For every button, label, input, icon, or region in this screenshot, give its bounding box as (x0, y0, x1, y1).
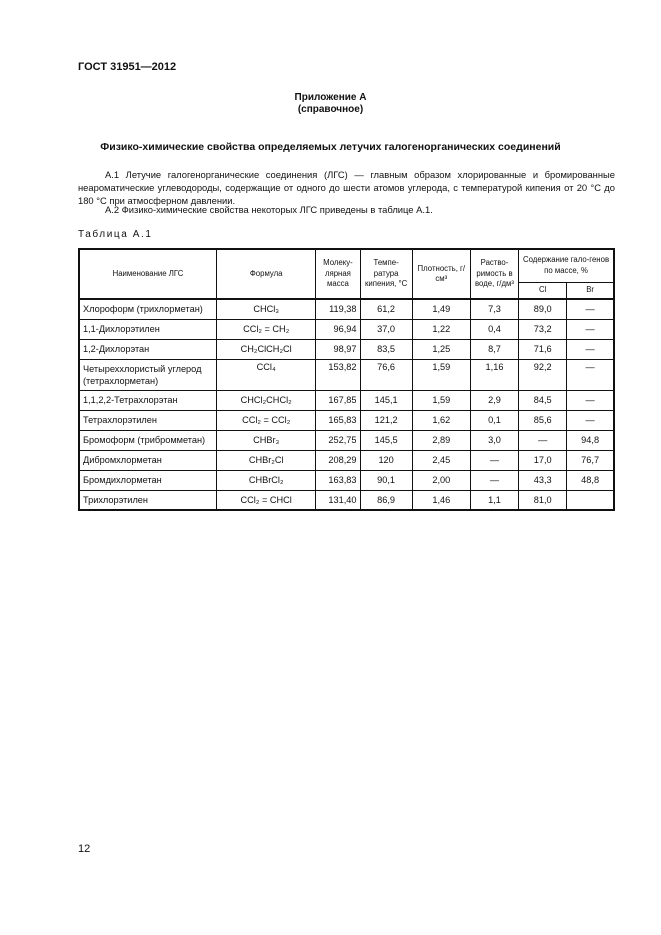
cell-formula: CHBr₂Cl (217, 450, 316, 470)
cell-molecular-mass: 119,38 (316, 299, 360, 319)
cell-solubility: 0,1 (470, 410, 518, 430)
cell-molecular-mass: 252,75 (316, 430, 360, 450)
cell-name: 1,2-Дихлорэтан (79, 339, 217, 359)
table-body (79, 299, 614, 510)
cell-cl: 81,0 (519, 490, 567, 510)
cell-boiling-temp: 90,1 (360, 470, 412, 490)
header-br: Br (567, 282, 614, 299)
cell-boiling-temp: 86,9 (360, 490, 412, 510)
cell-br: — (567, 390, 614, 410)
cell-cl: 89,0 (519, 299, 567, 319)
header-molecular-mass: Молеку-лярная масса (316, 249, 360, 299)
cell-solubility: 1,1 (470, 490, 518, 510)
cell-molecular-mass: 98,97 (316, 339, 360, 359)
cell-formula: CHBrCl₂ (217, 470, 316, 490)
cell-cl: 84,5 (519, 390, 567, 410)
cell-boiling-temp: 61,2 (360, 299, 412, 319)
cell-density: 2,89 (412, 430, 470, 450)
cell-density: 1,22 (412, 319, 470, 339)
table-row (79, 490, 614, 510)
cell-density: 2,45 (412, 450, 470, 470)
cell-solubility: 0,4 (470, 319, 518, 339)
header-boiling-temp: Темпе-ратура кипения, °С (360, 249, 412, 299)
cell-br: 94,8 (567, 430, 614, 450)
cell-name: 1,1-Дихлорэтилен (79, 319, 217, 339)
table-row (79, 299, 614, 319)
table-caption: Таблица А.1 (78, 229, 153, 240)
cell-density: 2,00 (412, 470, 470, 490)
cell-solubility: 8,7 (470, 339, 518, 359)
cell-solubility: — (470, 470, 518, 490)
appendix-subtitle: (справочное) (297, 104, 364, 115)
cell-boiling-temp: 76,6 (360, 359, 412, 390)
cell-boiling-temp: 145,1 (360, 390, 412, 410)
cell-molecular-mass: 167,85 (316, 390, 360, 410)
cell-formula: CH₂ClCH₂Cl (217, 339, 316, 359)
cell-br (567, 490, 614, 510)
cell-name: Дибромхлорметан (79, 450, 217, 470)
cell-boiling-temp: 120 (360, 450, 412, 470)
header-density: Плотность, г/см³ (412, 249, 470, 299)
cell-cl: 92,2 (519, 359, 567, 390)
table-row (79, 410, 614, 430)
cell-density: 1,59 (412, 359, 470, 390)
cell-cl: 85,6 (519, 410, 567, 430)
cell-formula: CHCl₂CHCl₂ (217, 390, 316, 410)
header-halogen-content: Содержание гало-генов по массе, % (519, 249, 614, 282)
cell-cl: 17,0 (519, 450, 567, 470)
document-code: ГОСТ 31951—2012 (78, 61, 177, 73)
cell-formula: CCl₄ (217, 359, 316, 390)
table-header (79, 249, 614, 299)
cell-br: — (567, 299, 614, 319)
cell-name: Бромоформ (трибромметан) (79, 430, 217, 450)
table-row (79, 359, 614, 390)
header-formula: Формула (217, 249, 316, 299)
cell-formula: CCl₂ = CHCl (217, 490, 316, 510)
cell-name: Хлороформ (трихлорметан) (79, 299, 217, 319)
appendix-title: Приложение А (294, 92, 367, 103)
header-name: Наименование ЛГС (79, 249, 217, 299)
cell-name: 1,1,2,2-Тетрахлорэтан (79, 390, 217, 410)
cell-density: 1,59 (412, 390, 470, 410)
section-title: Физико-химические свойства определяемых летучих галогенорганических соединений (100, 141, 561, 153)
cell-molecular-mass: 153,82 (316, 359, 360, 390)
table-row (79, 319, 614, 339)
table-row (79, 450, 614, 470)
cell-cl: 71,6 (519, 339, 567, 359)
cell-cl: 43,3 (519, 470, 567, 490)
paragraph-a1: А.1 Летучие галогенорганические соединения (ЛГС) — главным образом хлорированные и бромированные неароматические углеводороды, содержащие от одного до шести атомов углерода, с температурой кипения от 20 °С до 180 °С при атмосферном давлении. (78, 169, 615, 206)
cell-boiling-temp: 37,0 (360, 319, 412, 339)
cell-br: 48,8 (567, 470, 614, 490)
cell-molecular-mass: 131,40 (316, 490, 360, 510)
cell-solubility: 1,16 (470, 359, 518, 390)
cell-name: Четыреххлористый углерод (тетрахлорметан) (79, 359, 217, 390)
cell-formula: CCl₂ = CCl₂ (217, 410, 316, 430)
cell-molecular-mass: 163,83 (316, 470, 360, 490)
header-cl: Cl (519, 282, 567, 299)
page-number: 12 (78, 843, 91, 855)
table-row (79, 430, 614, 450)
cell-density: 1,46 (412, 490, 470, 510)
cell-molecular-mass: 208,29 (316, 450, 360, 470)
cell-cl: 73,2 (519, 319, 567, 339)
table-row (79, 339, 614, 359)
cell-molecular-mass: 165,83 (316, 410, 360, 430)
table-row (79, 470, 614, 490)
cell-name: Бромдихлорметан (79, 470, 217, 490)
header-solubility: Раство-римость в воде, г/дм³ (470, 249, 518, 299)
cell-formula: CCl₂ = CH₂ (217, 319, 316, 339)
cell-name: Трихлорэтилен (79, 490, 217, 510)
cell-boiling-temp: 121,2 (360, 410, 412, 430)
cell-br: 76,7 (567, 450, 614, 470)
cell-br: — (567, 319, 614, 339)
cell-name: Тетрахлорэтилен (79, 410, 217, 430)
paragraph-a2: А.2 Физико-химические свойства некоторых ЛГС приведены в таблице А.1. (105, 204, 433, 215)
properties-table (78, 248, 615, 511)
cell-density: 1,49 (412, 299, 470, 319)
table-row (79, 390, 614, 410)
cell-solubility: — (470, 450, 518, 470)
cell-solubility: 7,3 (470, 299, 518, 319)
cell-density: 1,25 (412, 339, 470, 359)
cell-br: — (567, 410, 614, 430)
cell-molecular-mass: 96,94 (316, 319, 360, 339)
cell-formula: CHBr₃ (217, 430, 316, 450)
cell-cl: — (519, 430, 567, 450)
cell-boiling-temp: 83,5 (360, 339, 412, 359)
cell-solubility: 2,9 (470, 390, 518, 410)
cell-br: — (567, 359, 614, 390)
cell-formula: CHCl₃ (217, 299, 316, 319)
cell-density: 1,62 (412, 410, 470, 430)
cell-br: — (567, 339, 614, 359)
cell-solubility: 3,0 (470, 430, 518, 450)
cell-boiling-temp: 145,5 (360, 430, 412, 450)
